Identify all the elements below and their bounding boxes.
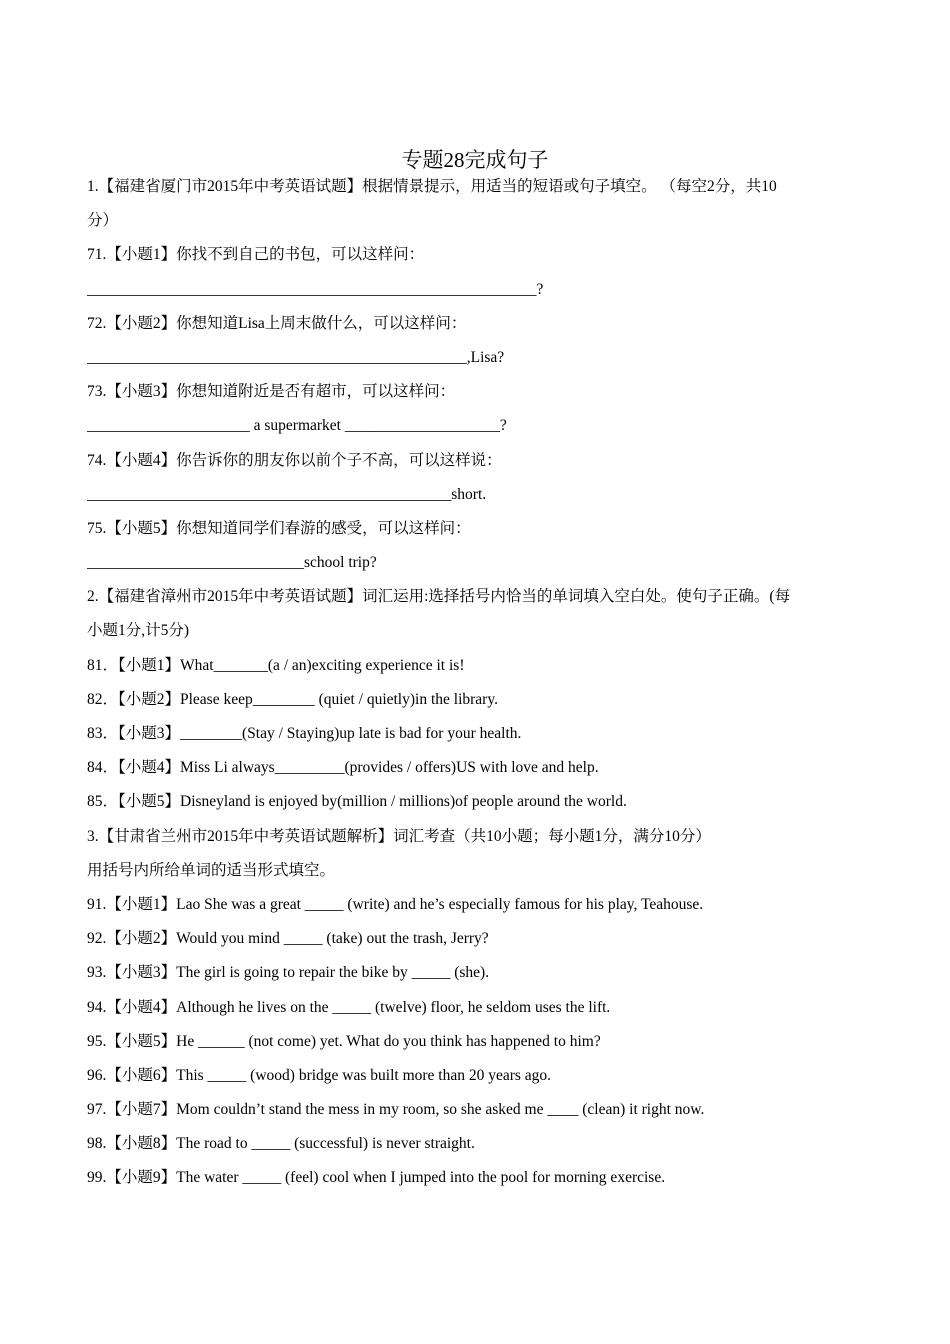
question-74: 74.【小题4】你告诉你的朋友你以前个子不高，可以这样说：	[87, 451, 502, 469]
question-75: 75.【小题5】你想知道同学们春游的感受，可以这样问：	[87, 519, 471, 537]
question-85: 85．【小题5】Disneyland is enjoyed by(million / millions)of people around the world.	[87, 793, 627, 811]
section-3-instruction: 用括号内所给单词的适当形式填空。	[87, 861, 336, 879]
section-3-heading: 3.【甘肃省兰州市2015年中考英语试题解析】词汇考查（共10小题；每小题1分，满分10分）	[87, 827, 711, 845]
page-title: 专题28完成句子	[401, 148, 549, 172]
question-95: 95.【小题5】He ______ (not come) yet. What do you think has happened to him?	[87, 1032, 601, 1050]
question-92: 92.【小题2】Would you mind _____ (take) out the trash, Jerry?	[87, 930, 489, 948]
question-91: 91.【小题1】Lao She was a great _____ (write) and he’s especially famous for his play, Teahouse.	[87, 895, 704, 913]
section-1-heading: 1.【福建省厦门市2015年中考英语试题】根据情景提示，用适当的短语或句子填空。 （每空2分，共10	[87, 178, 777, 195]
answer-blank-73: _____________________ a supermarket ____________________?	[87, 417, 507, 435]
question-94: 94.【小题4】Although he lives on the _____ (twelve) floor, he seldom uses the lift.	[87, 998, 611, 1016]
answer-blank-71: __________________________________________________________?	[87, 280, 544, 298]
section-2-heading-cont: 小题1分,计5分)	[87, 622, 190, 640]
answer-blank-75: ____________________________school trip?	[87, 554, 377, 572]
question-97: 97.【小题7】Mom couldn’t stand the mess in my room, so she asked me ____ (clean) it right now.	[87, 1101, 705, 1119]
question-72: 72.【小题2】你想知道Lisa上周末做什么，可以这样问：	[87, 314, 467, 332]
question-84: 84．【小题4】Miss Li always_________(provides / offers)US with love and help.	[87, 759, 599, 777]
question-98: 98.【小题8】The road to _____ (successful) is never straight.	[87, 1135, 475, 1153]
question-96: 96.【小题6】This _____ (wood) bridge was built more than 20 years ago.	[87, 1066, 552, 1084]
question-83: 83．【小题3】________(Stay / Staying)up late is bad for your health.	[87, 725, 522, 742]
question-71: 71.【小题1】你找不到自己的书包，可以这样问：	[87, 246, 425, 264]
section-2-heading: 2.【福建省漳州市2015年中考英语试题】词汇运用:选择括号内恰当的单词填入空白处。使句子正确。(每	[87, 588, 791, 606]
question-73: 73.【小题3】你想知道附近是否有超市，可以这样问：	[87, 383, 456, 401]
document-body	[87, 172, 873, 1198]
question-81: 81．【小题1】What_______(a / an)exciting experience it is!	[87, 656, 465, 674]
question-99: 99.【小题9】The water _____ (feel) cool when I jumped into the pool for morning exercise.	[87, 1169, 666, 1187]
question-82: 82．【小题2】Please keep________ (quiet / quietly)in the library.	[87, 690, 498, 708]
question-93: 93.【小题3】The girl is going to repair the bike by _____ (she).	[87, 964, 490, 982]
section-1-heading-cont: 分）	[87, 212, 119, 230]
answer-blank-74: _______________________________________________short.	[87, 485, 487, 503]
answer-blank-72: _________________________________________________,Lisa?	[87, 348, 505, 366]
